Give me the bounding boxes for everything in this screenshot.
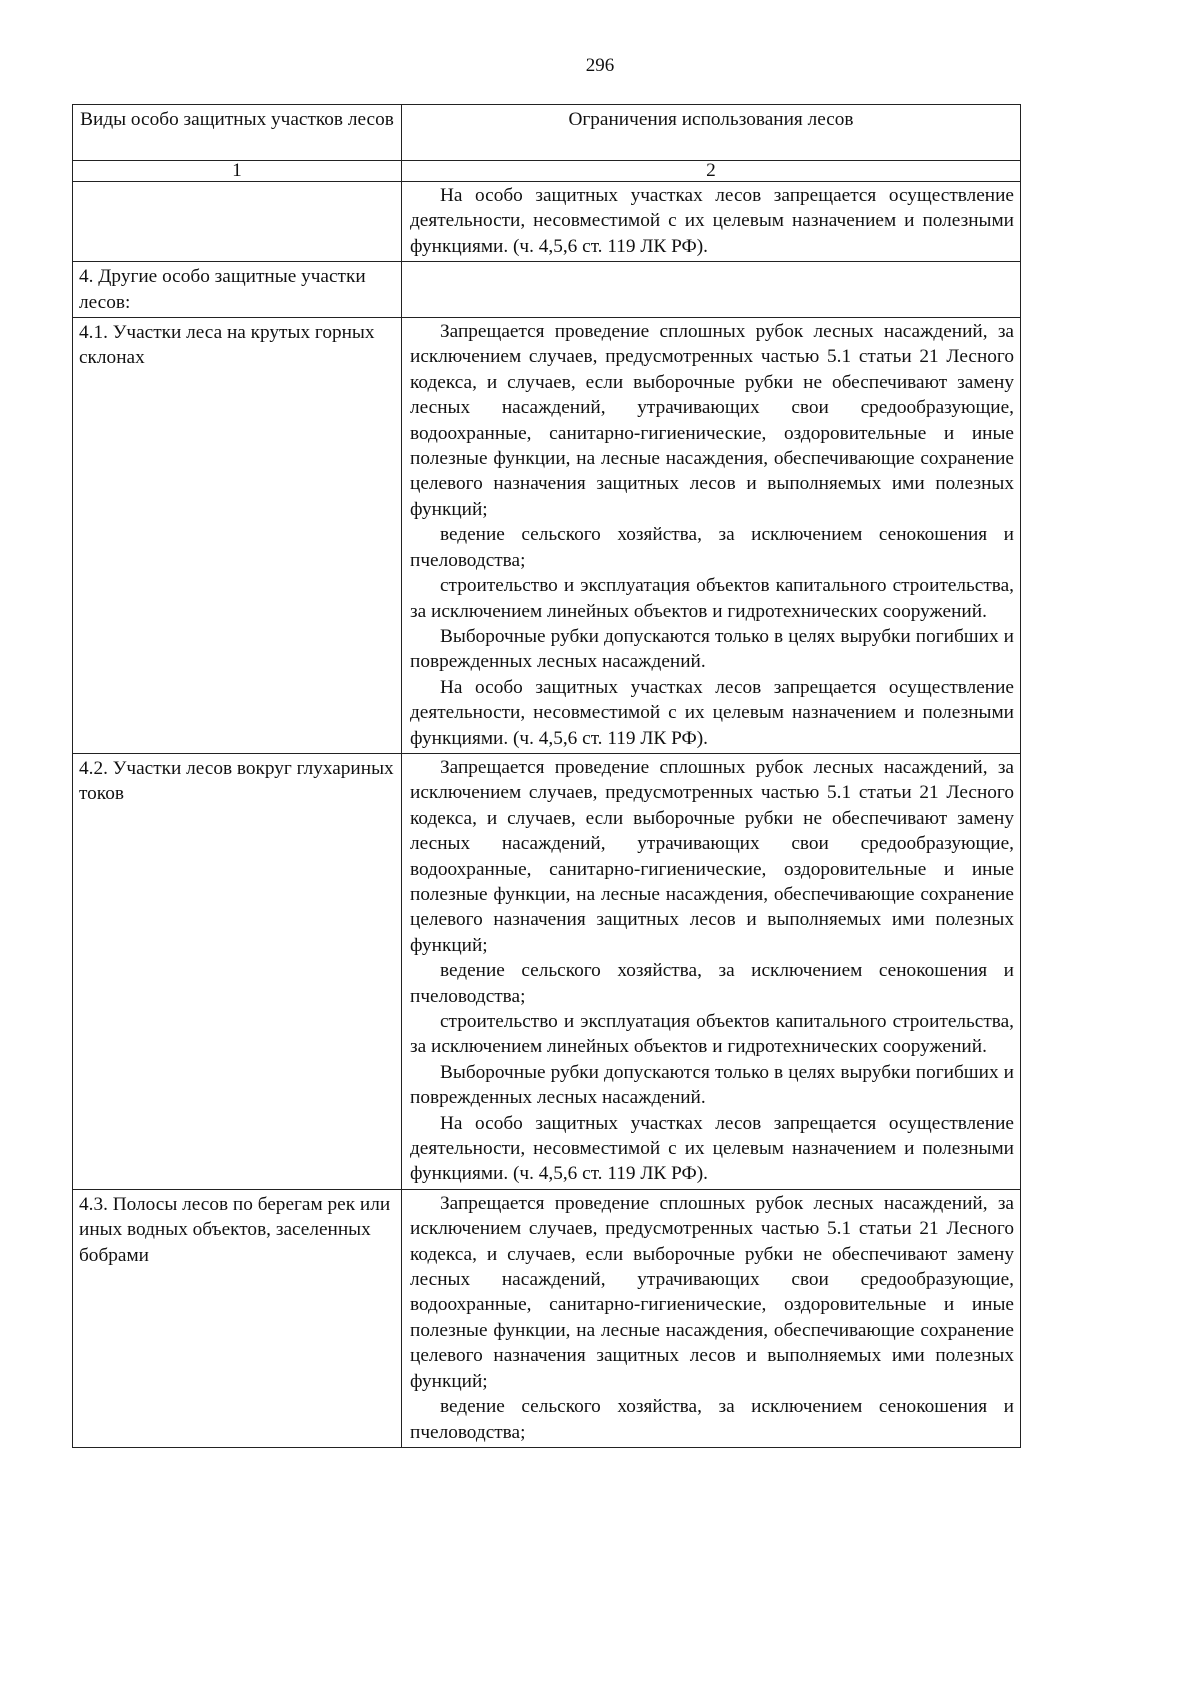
header-protected-area-types: Виды особо защитных участков лесов [73, 105, 402, 161]
table-body [73, 182, 1021, 1448]
restriction-cell [402, 182, 1021, 262]
restriction-paragraph: На особо защитных участках лесов запрещается осуществление деятельности, несовместимой с их целевым назначением и полезными функциями. (ч. 4,5,6 ст. 119 ЛК РФ). [410, 676, 1014, 749]
header-forest-use-restrictions: Ограничения использования лесов [402, 105, 1021, 161]
restriction-cell [402, 262, 1021, 318]
area-type-cell: 4.2. Участки лесов вокруг глухариных токов [73, 753, 402, 1189]
column-number: 1 [73, 161, 402, 182]
column-number: 2 [402, 161, 1021, 182]
restriction-paragraph: На особо защитных участках лесов запрещается осуществление деятельности, несовместимой с их целевым назначением и полезными функциями. (ч. 4,5,6 ст. 119 ЛК РФ). [410, 185, 1014, 257]
restriction-paragraph: ведение сельского хозяйства, за исключением сенокошения и пчеловодства; [410, 524, 1014, 571]
area-type-cell: 4.1. Участки леса на крутых горных склонах [73, 318, 402, 754]
restriction-paragraph: Выборочные рубки допускаются только в целях вырубки погибших и поврежденных лесных насаждений. [410, 1061, 1014, 1109]
table-row [73, 318, 1021, 754]
restriction-paragraph: Запрещается проведение сплошных рубок лесных насаждений, за исключением случаев, предусмотренных частью 5.1 статьи 21 Лесного кодекса, и случаев, если выборочные рубки не обеспечивают замену лесных насаждений, утрачивающих свои средообразующие, водоохранные, санитарно-гигиенические, оздоровительные и иные полезные функции, на лесные насаждения, обеспечивающие сохранение целевого назначения защитных лесов и выполняемых ими полезных функций; [410, 1192, 1014, 1392]
restriction-cell [402, 318, 1021, 754]
page-number: 296 [585, 55, 615, 76]
table-row [73, 262, 1021, 318]
restriction-paragraph: строительство и эксплуатация объектов капитального строительства, за исключением линейных объектов и гидротехнических сооружений. [410, 575, 1014, 622]
restriction-paragraph: Выборочные рубки допускаются только в целях вырубки погибших и поврежденных лесных насаждений. [410, 625, 1014, 673]
restriction-cell [402, 753, 1021, 1189]
area-type-cell: 4. Другие особо защитные участки лесов: [73, 262, 402, 318]
restriction-paragraph: ведение сельского хозяйства, за исключением сенокошения и пчеловодства; [410, 960, 1014, 1007]
restriction-cell [402, 1189, 1021, 1447]
area-type-cell [73, 182, 402, 262]
table-row [73, 1189, 1021, 1447]
restriction-paragraph: Запрещается проведение сплошных рубок лесных насаждений, за исключением случаев, предусмотренных частью 5.1 статьи 21 Лесного кодекса, и случаев, если выборочные рубки не обеспечивают замену лесных насаждений, утрачивающих свои средообразующие, водоохранные, санитарно-гигиенические, оздоровительные и иные полезные функции, на лесные насаждения, обеспечивающие сохранение целевого назначения защитных лесов и выполняемых ими полезных функций; [410, 321, 1014, 520]
table-row [73, 182, 1021, 262]
restriction-paragraph: строительство и эксплуатация объектов капитального строительства, за исключением линейных объектов и гидротехнических сооружений. [410, 1011, 1014, 1058]
restrictions-table [72, 104, 1021, 1448]
table-header-row [73, 105, 1021, 161]
restriction-paragraph: Запрещается проведение сплошных рубок лесных насаждений, за исключением случаев, предусмотренных частью 5.1 статьи 21 Лесного кодекса, и случаев, если выборочные рубки не обеспечивают замену лесных насаждений, утрачивающих свои средообразующие, водоохранные, санитарно-гигиенические, оздоровительные и иные полезные функции, на лесные насаждения, обеспечивающие сохранение целевого назначения защитных лесов и выполняемых ими полезных функций; [410, 756, 1014, 956]
restriction-paragraph: На особо защитных участках лесов запрещается осуществление деятельности, несовместимой с их целевым назначением и полезными функциями. (ч. 4,5,6 ст. 119 ЛК РФ). [410, 1112, 1014, 1185]
area-type-cell: 4.3. Полосы лесов по берегам рек или иных водных объектов, заселенных бобрами [73, 1189, 402, 1447]
restriction-paragraph: ведение сельского хозяйства, за исключением сенокошения и пчеловодства; [410, 1396, 1014, 1443]
table-row [73, 753, 1021, 1189]
column-number-row [73, 161, 1021, 182]
